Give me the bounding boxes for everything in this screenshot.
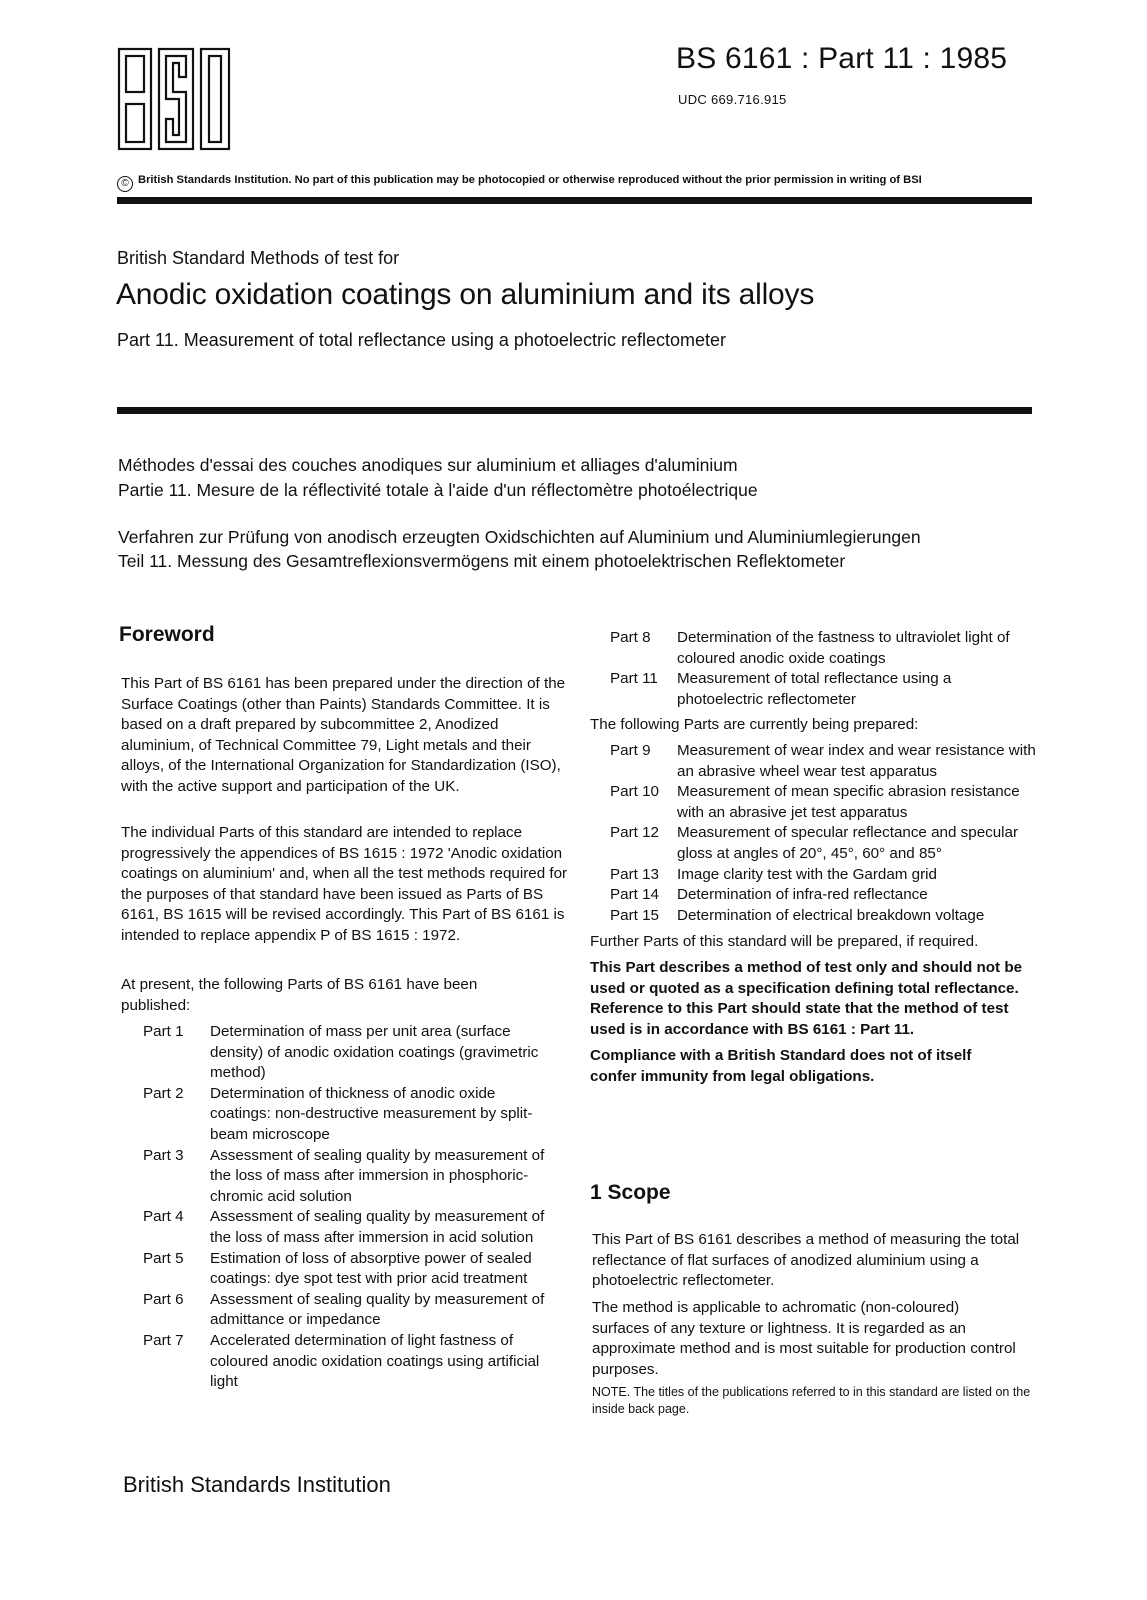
preparing-parts-list (610, 741, 1040, 926)
list-item: Part 6 Assessment of sealing quality by measurement of admittance or impedance (143, 1290, 545, 1329)
foreword-para-4: The following Parts are currently being prepared: (590, 716, 919, 733)
document-title: Anodic oxidation coatings on aluminium and its alloys (116, 278, 815, 311)
german-title: Verfahren zur Prüfung von anodisch erzeugten Oxidschichten auf Aluminium und Aluminiumlegierungen (118, 527, 921, 547)
list-item: Part 9 Measurement of wear index and wear resistance with an abrasive wheel wear test apparatus (610, 742, 1036, 780)
title-rule (117, 407, 1032, 414)
udc-code: UDC 669.716.915 (678, 92, 787, 107)
french-part-title: Partie 11. Mesure de la réflectivité totale à l'aide d'un réflectomètre photoélectrique (118, 480, 758, 500)
list-item: Part 3 Assessment of sealing quality by measurement of the loss of mass after immersion in phosphoric-chromic acid solution (143, 1146, 545, 1205)
list-item: Part 2 Determination of thickness of anodic oxide coatings: non-destructive measurement by split-beam microscope (143, 1084, 533, 1143)
list-item: Part 7 Accelerated determination of light fastness of coloured anodic oxidation coatings using artificial light (143, 1331, 540, 1391)
foreword-para-6: This Part describes a method of test only and should not be used or quoted as a specification defining total reflectance. Reference to this Part should state that the method of test used is in accordance with BS 6161 : Part 11. (590, 959, 1023, 1038)
foreword-para-2: The individual Parts of this standard are intended to replace progressively the appendices of BS 1615 : 1972 'Anodic oxidation coatings on aluminium' and, when all the test methods required for the purposes of that standard have been issued as Parts of BS 6161, BS 1615 will be revised accordingly. This Part of BS 6161 is intended to replace appendix P of BS 1615 : 1972. (121, 824, 568, 944)
publisher-footer: British Standards Institution (123, 1472, 391, 1497)
copyright-icon: © (117, 176, 133, 192)
list-item: Part 1 Determination of mass per unit area (surface density) of anodic oxidation coatings (gravimetric method) (143, 1023, 539, 1082)
list-item: Part 15 Determination of electrical breakdown voltage (610, 906, 985, 924)
foreword-para-7: Compliance with a British Standard does not of itself confer immunity from legal obligations. (590, 1047, 972, 1085)
list-item: Part 5 Estimation of loss of absorptive power of sealed coatings: dye spot test with prior acid treatment (143, 1249, 532, 1288)
foreword-heading: Foreword (119, 623, 215, 646)
copyright-text: British Standards Institution. No part of this publication may be photocopied or otherwise reproduced without the prior permission in writing of BSI (138, 174, 922, 186)
foreword-para-3: At present, the following Parts of BS 6161 have been published: (121, 976, 478, 1014)
german-part-title: Teil 11. Messung des Gesamtreflexionsvermögens mit einem photoelektrischen Reflektometer (118, 551, 846, 571)
list-item: Part 4 Assessment of sealing quality by measurement of the loss of mass after immersion in acid solution (143, 1208, 545, 1246)
standard-number: BS 6161 : Part 11 : 1985 (676, 42, 1008, 75)
list-item: Part 11 Measurement of total reflectance using a photoelectric reflectometer (610, 670, 952, 708)
copyright-notice (117, 174, 922, 192)
french-title: Méthodes d'essai des couches anodiques sur aluminium et alliages d'aluminium (118, 455, 738, 475)
bsi-logo (117, 47, 233, 151)
scope-note: NOTE. The titles of the publications referred to in this standard are listed on the inside back page. (592, 1385, 1031, 1416)
published-parts-list-continued (610, 628, 1040, 710)
published-parts-list (143, 1022, 553, 1393)
scope-para-2: The method is applicable to achromatic (non-coloured) surfaces of any texture or lightness. It is regarded as an approximate method and is most suitable for production control purposes. (592, 1299, 1016, 1378)
part-title: Part 11. Measurement of total reflectance using a photoelectric reflectometer (117, 330, 726, 350)
list-item: Part 12 Measurement of specular reflectance and specular gloss at angles of 20°, 45°, 60° and 85° (610, 824, 1019, 862)
scope-heading: 1 Scope (590, 1181, 671, 1204)
list-item: Part 10 Measurement of mean specific abrasion resistance with an abrasive jet test apparatus (610, 783, 1020, 821)
foreword-para-1: This Part of BS 6161 has been prepared under the direction of the Surface Coatings (other than Paints) Standards Committee. It is based on a draft prepared by subcommittee 2, Anodized aluminium, of Technical Committee 79, Light metals and their alloys, of the International Organization for Standardization (ISO), with the active support and participation of the UK. (121, 675, 566, 795)
list-item: Part 14 Determination of infra-red reflectance (610, 886, 928, 904)
series-title: British Standard Methods of test for (117, 248, 400, 268)
foreword-para-5: Further Parts of this standard will be prepared, if required. (590, 933, 979, 950)
header-rule (117, 197, 1032, 204)
list-item: Part 13 Image clarity test with the Gardam grid (610, 865, 937, 883)
scope-para-1: This Part of BS 6161 describes a method of measuring the total reflectance of flat surfaces of anodized aluminium using a photoelectric reflectometer. (592, 1231, 1020, 1290)
list-item: Part 8 Determination of the fastness to ultraviolet light of coloured anodic oxide coatings (610, 629, 1010, 667)
